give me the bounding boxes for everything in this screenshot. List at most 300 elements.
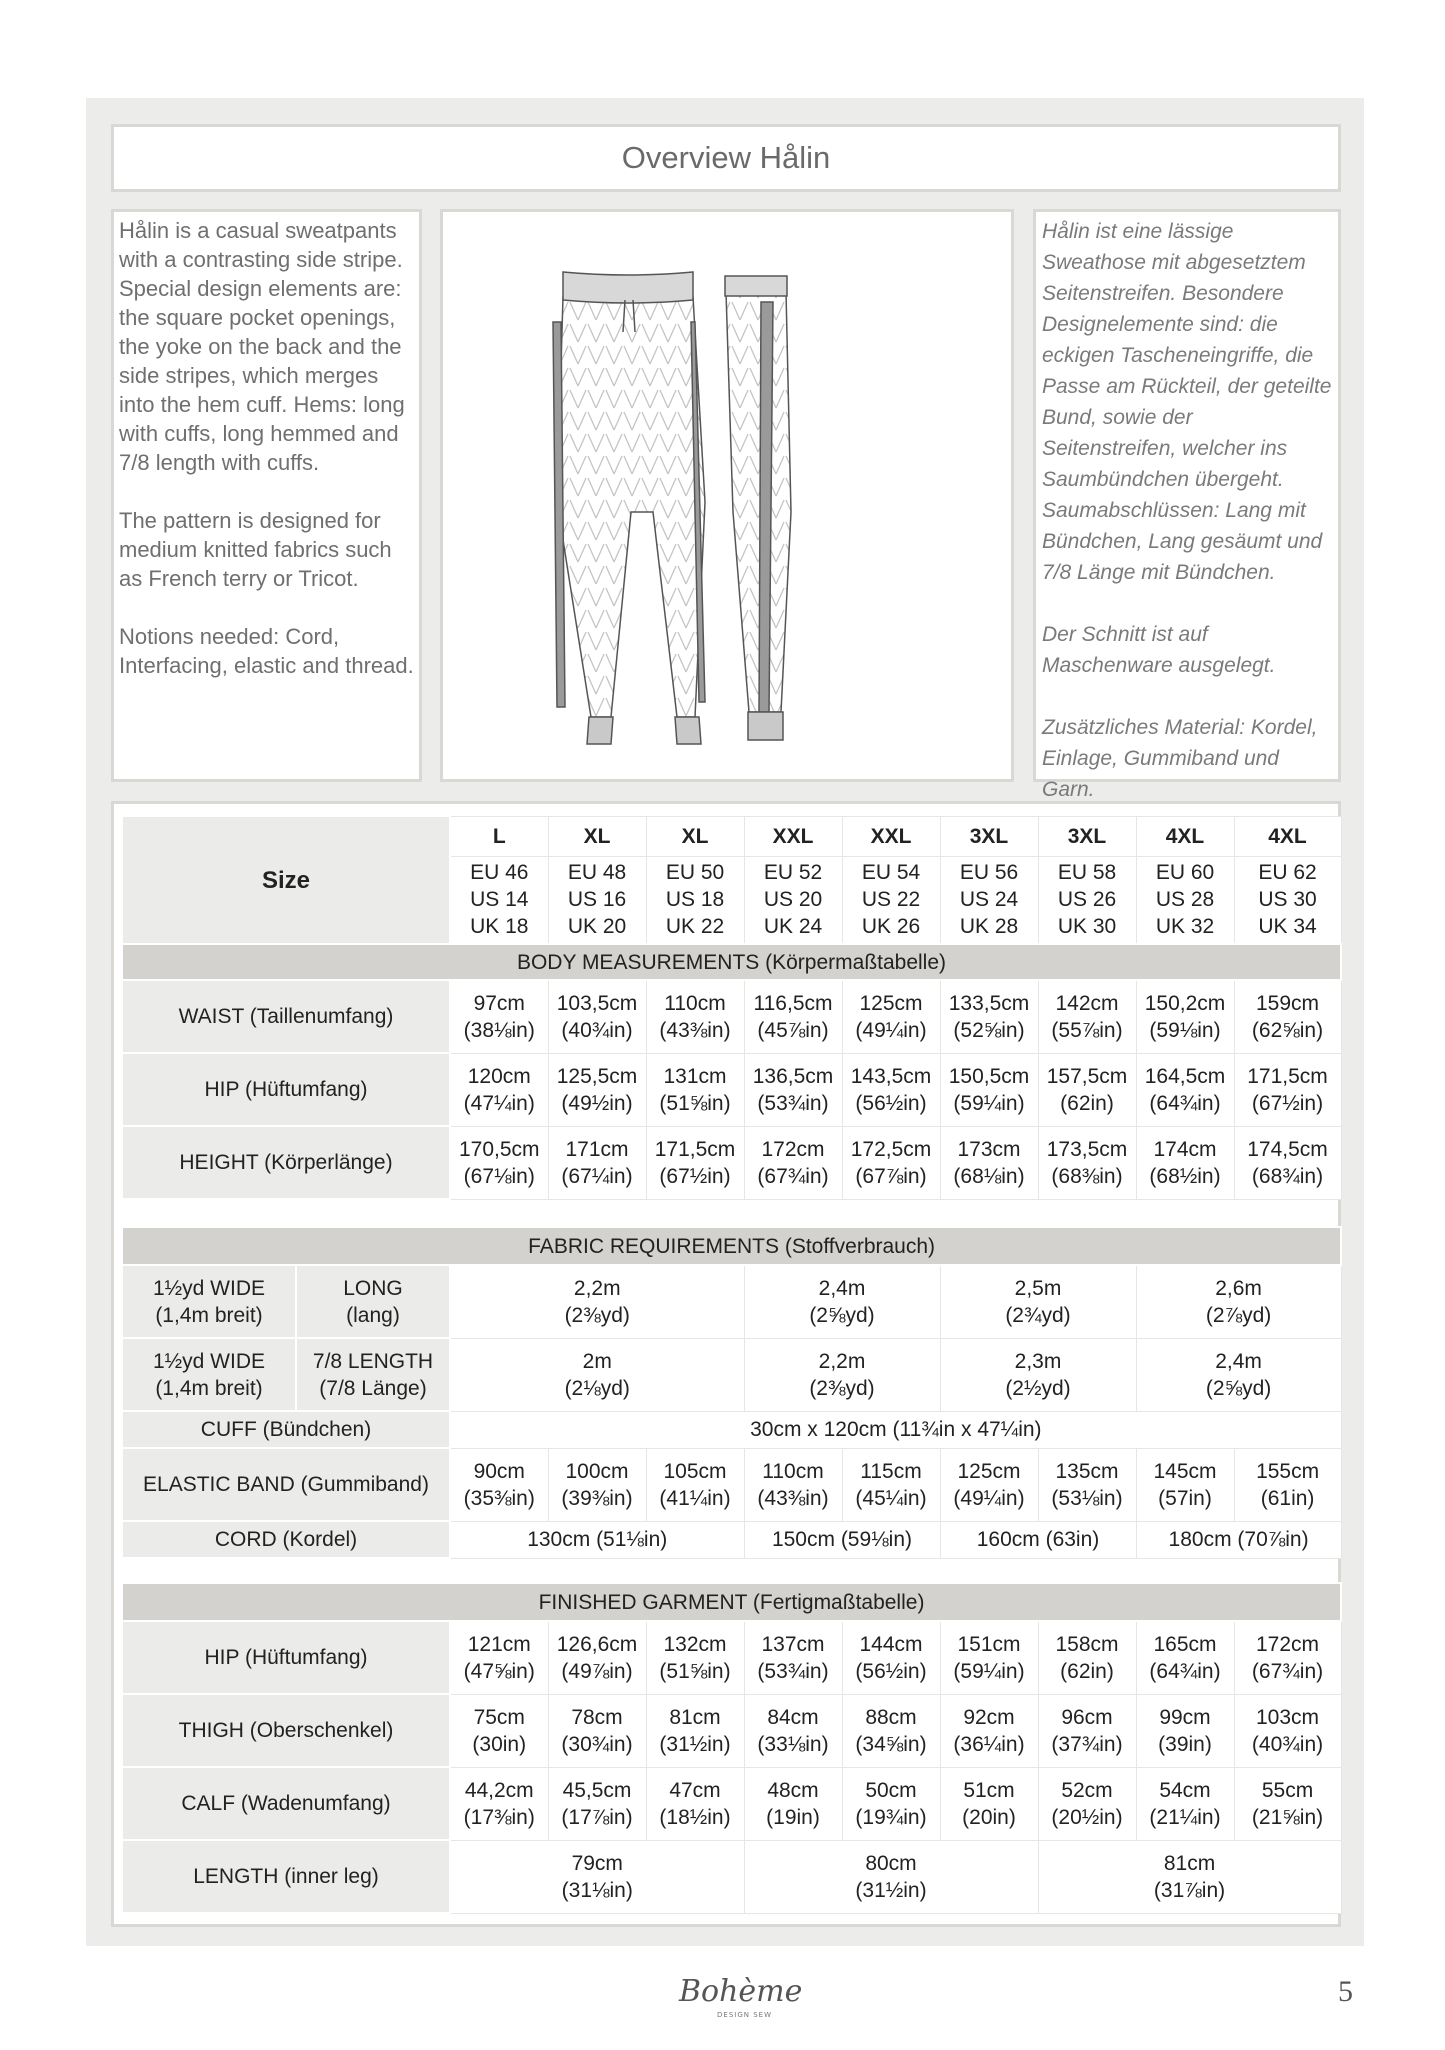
cell-imperial: (67¾in) <box>757 1164 829 1188</box>
cell-imperial: (67½in) <box>659 1164 731 1188</box>
cell-metric: 151cm <box>957 1632 1021 1656</box>
cell-imperial: (68⅛in) <box>953 1164 1025 1188</box>
cell-imperial: (68⅜in) <box>1051 1164 1123 1188</box>
size-letter: XXL <box>842 816 940 856</box>
size-uk: UK 18 <box>470 915 529 939</box>
cell-metric: 126,6cm <box>556 1632 638 1656</box>
fabric-width-de: (1,4m breit) <box>155 1376 263 1400</box>
table-cell <box>1136 1621 1234 1694</box>
cell-imperial: (57in) <box>1158 1486 1212 1510</box>
table-cell: 160cm (63in) <box>940 1521 1136 1558</box>
table-cell <box>1038 1840 1341 1913</box>
table-cell <box>842 1053 940 1126</box>
fabric-length-label <box>296 1338 450 1411</box>
cell-imperial: (67½in) <box>1251 1091 1324 1115</box>
cell-imperial: (67¼in) <box>561 1164 633 1188</box>
row-label: CALF (Wadenumfang) <box>122 1767 450 1840</box>
cell-metric: 150,2cm <box>1144 991 1226 1015</box>
size-codes <box>548 856 646 944</box>
cell-imperial: (62⅝in) <box>1251 1018 1324 1042</box>
cell-imperial: (49¼in) <box>953 1486 1025 1510</box>
table-cell <box>646 1621 744 1694</box>
table-cell <box>842 1767 940 1840</box>
description-en-paragraph: Notions needed: Cord, Interfacing, elastic and thread. <box>119 624 414 678</box>
cell-metric: 92cm <box>963 1705 1015 1729</box>
table-cell <box>646 1053 744 1126</box>
cell-imperial: (2⅜yd) <box>564 1303 630 1327</box>
table-cell <box>1234 1694 1341 1767</box>
cuff-label: CUFF (Bündchen) <box>122 1411 450 1448</box>
table-cell <box>744 1621 842 1694</box>
size-us: US 28 <box>1155 888 1215 912</box>
cell-metric: 2m <box>582 1349 612 1373</box>
table-cell: 150cm (59⅛in) <box>744 1521 940 1558</box>
fabric-length: LONG <box>343 1276 403 1300</box>
boheme-logo <box>675 1955 803 2027</box>
size-letter: XL <box>646 816 744 856</box>
description-en-paragraph: Hålin is a casual sweatpants with a contrasting side stripe. Special design elements are: the square pocket openings, the yoke on the back and the side stripes, which merges into the hem cuff. Hems: long with cuffs, long hemmed and 7/8 length with cuffs. <box>119 218 405 475</box>
cell-metric: 143,5cm <box>850 1064 932 1088</box>
cell-metric: 50cm <box>865 1778 917 1802</box>
cell-imperial: (62in) <box>1060 1659 1114 1683</box>
cell-metric: 145cm <box>1153 1459 1217 1483</box>
cell-imperial: (34⅝in) <box>855 1732 927 1756</box>
table-cell <box>646 1767 744 1840</box>
cell-imperial: (45¼in) <box>855 1486 927 1510</box>
cell-metric: 51cm <box>963 1778 1015 1802</box>
table-cell <box>646 1694 744 1767</box>
cell-metric: 81cm <box>1163 1851 1216 1875</box>
cell-imperial: (49⅞in) <box>561 1659 633 1683</box>
cell-metric: 173cm <box>957 1137 1021 1161</box>
cell-metric: 174cm <box>1153 1137 1217 1161</box>
sweatpants-illustration <box>443 212 1011 779</box>
table-cell <box>744 1448 842 1521</box>
cell-imperial: (67⅛in) <box>463 1164 535 1188</box>
table-cell <box>1136 1338 1341 1411</box>
size-eu: EU 46 <box>470 861 529 885</box>
size-us: US 18 <box>665 888 725 912</box>
table-cell <box>450 1448 548 1521</box>
cell-imperial: (56½in) <box>855 1091 927 1115</box>
size-uk: UK 24 <box>763 915 823 939</box>
side-view <box>725 276 791 740</box>
table-cell <box>450 1265 744 1338</box>
cell-metric: 2,5m <box>1014 1276 1062 1300</box>
table-cell <box>940 1767 1038 1840</box>
elastic-label: ELASTIC BAND (Gummiband) <box>122 1448 450 1521</box>
page-title: Overview Hålin <box>111 124 1341 192</box>
table-cell <box>940 1338 1136 1411</box>
cell-metric: 171,5cm <box>1247 1064 1328 1088</box>
size-eu: EU 52 <box>763 861 823 885</box>
cell-metric: 131cm <box>663 1064 727 1088</box>
cell-imperial: (17⅞in) <box>561 1805 633 1829</box>
cell-metric: 103,5cm <box>556 991 638 1015</box>
cell-imperial: (53¾in) <box>757 1091 829 1115</box>
size-us: US 24 <box>959 888 1019 912</box>
table-cell <box>744 1265 940 1338</box>
cell-metric: 171cm <box>565 1137 629 1161</box>
size-uk: UK 30 <box>1057 915 1117 939</box>
table-cell <box>940 1621 1038 1694</box>
cell-imperial: (2½yd) <box>1005 1376 1071 1400</box>
cell-metric: 47cm <box>669 1778 721 1802</box>
cell-metric: 120cm <box>467 1064 531 1088</box>
cell-imperial: (37¾in) <box>1051 1732 1123 1756</box>
cell-imperial: (62in) <box>1060 1091 1114 1115</box>
cell-metric: 105cm <box>663 1459 727 1483</box>
cell-metric: 174,5cm <box>1247 1137 1328 1161</box>
fabric-width-label <box>122 1265 296 1338</box>
table-cell <box>940 1448 1038 1521</box>
cell-metric: 121cm <box>467 1632 531 1656</box>
size-us: US 16 <box>567 888 627 912</box>
table-cell <box>548 1126 646 1199</box>
table-cell <box>450 980 548 1053</box>
cell-metric: 54cm <box>1159 1778 1211 1802</box>
cell-metric: 96cm <box>1061 1705 1113 1729</box>
cell-imperial: (31⅞in) <box>1153 1878 1226 1902</box>
size-codes <box>744 856 842 944</box>
cell-metric: 103cm <box>1256 1705 1320 1729</box>
cell-metric: 173,5cm <box>1046 1137 1128 1161</box>
cell-metric: 172cm <box>1256 1632 1320 1656</box>
front-view <box>553 272 705 744</box>
cell-metric: 75cm <box>473 1705 525 1729</box>
cell-imperial: (20½in) <box>1051 1805 1123 1829</box>
cell-imperial: (47¼in) <box>463 1091 535 1115</box>
table-cell <box>450 1767 548 1840</box>
cell-metric: 164,5cm <box>1144 1064 1226 1088</box>
size-uk: UK 32 <box>1155 915 1215 939</box>
size-uk: UK 28 <box>959 915 1019 939</box>
cell-metric: 165cm <box>1153 1632 1217 1656</box>
table-cell <box>940 980 1038 1053</box>
cell-metric: 2,6m <box>1215 1276 1262 1300</box>
cell-imperial: (2⅜yd) <box>809 1376 875 1400</box>
cell-metric: 48cm <box>767 1778 819 1802</box>
size-letter: 4XL <box>1136 816 1234 856</box>
table-cell <box>450 1338 744 1411</box>
row-label: THIGH (Oberschenkel) <box>122 1694 450 1767</box>
cell-metric: 170,5cm <box>458 1137 540 1161</box>
cell-metric: 2,2m <box>573 1276 621 1300</box>
cell-metric: 172,5cm <box>850 1137 932 1161</box>
cell-imperial: (19¾in) <box>855 1805 927 1829</box>
table-cell <box>646 1126 744 1199</box>
table-cell <box>450 1840 744 1913</box>
cell-metric: 97cm <box>473 991 525 1015</box>
cord-label: CORD (Kordel) <box>122 1521 450 1558</box>
fabric-requirements-header: FABRIC REQUIREMENTS (Stoffverbrauch) <box>122 1227 1341 1265</box>
table-cell <box>1038 1621 1136 1694</box>
cell-metric: 52cm <box>1061 1778 1113 1802</box>
table-cell <box>548 1448 646 1521</box>
cell-imperial: (40¾in) <box>561 1018 633 1042</box>
table-cell <box>1038 980 1136 1053</box>
fabric-requirements-table <box>121 1226 1342 1559</box>
table-cell <box>842 1126 940 1199</box>
cell-imperial: (68½in) <box>1149 1164 1221 1188</box>
cell-imperial: (31½in) <box>855 1878 927 1902</box>
cuff-value: 30cm x 120cm (11¾in x 47¼in) <box>450 1411 1341 1448</box>
cell-imperial: (19in) <box>766 1805 820 1829</box>
table-cell <box>842 1621 940 1694</box>
size-uk: UK 20 <box>567 915 627 939</box>
cell-imperial: (51⅝in) <box>659 1091 731 1115</box>
cell-imperial: (33⅛in) <box>757 1732 829 1756</box>
table-cell <box>1136 1448 1234 1521</box>
table-cell <box>1136 1265 1341 1338</box>
logo-subtext: DESIGN SEW <box>717 2011 772 2019</box>
table-cell <box>1136 980 1234 1053</box>
cell-imperial: (2⅛yd) <box>564 1376 630 1400</box>
cell-imperial: (2¾yd) <box>1005 1303 1071 1327</box>
table-cell <box>744 1694 842 1767</box>
fabric-length-de: (lang) <box>346 1303 400 1327</box>
table-cell <box>548 1694 646 1767</box>
description-de-paragraph: Zusätzliches Material: Kordel, Einlage, Gummiband und Garn. <box>1042 716 1318 801</box>
cell-imperial: (53¾in) <box>757 1659 829 1683</box>
table-cell <box>548 1767 646 1840</box>
table-cell <box>548 1053 646 1126</box>
table-cell <box>1038 1126 1136 1199</box>
cell-metric: 155cm <box>1256 1459 1320 1483</box>
cell-imperial: (51⅝in) <box>659 1659 731 1683</box>
fabric-length: 7/8 LENGTH <box>312 1349 434 1373</box>
cell-imperial: (21¼in) <box>1149 1805 1221 1829</box>
cell-metric: 99cm <box>1159 1705 1211 1729</box>
cell-metric: 171,5cm <box>654 1137 736 1161</box>
cell-metric: 2,4m <box>1215 1349 1262 1373</box>
cell-metric: 137cm <box>761 1632 825 1656</box>
size-eu: EU 56 <box>959 861 1019 885</box>
cell-metric: 81cm <box>669 1705 721 1729</box>
size-codes <box>646 856 744 944</box>
cell-imperial: (45⅞in) <box>757 1018 829 1042</box>
cell-metric: 172cm <box>761 1137 825 1161</box>
cell-imperial: (2⅞yd) <box>1205 1303 1272 1327</box>
table-cell <box>646 980 744 1053</box>
cell-metric: 100cm <box>565 1459 629 1483</box>
size-letter: 3XL <box>1038 816 1136 856</box>
description-de-paragraph: Hålin ist eine lässige Sweathose mit abgesetztem Seitenstreifen. Besondere Designelemente sind: die eckigen Tascheneingriffe, die Passe am Rückteil, der geteilte Bund, sowie der Seitenstreifen, welcher ins Saumbündchen übergeht. Saumabschlüssen: Lang mit Bündchen, Lang gesäumt und 7/8 Länge mit Bündchen. <box>1042 220 1332 584</box>
finished-garment-header: FINISHED GARMENT (Fertigmaßtabelle) <box>122 1583 1341 1621</box>
cell-metric: 150,5cm <box>948 1064 1030 1088</box>
table-cell <box>1038 1448 1136 1521</box>
cell-metric: 125cm <box>957 1459 1021 1483</box>
cell-imperial: (39⅜in) <box>561 1486 633 1510</box>
description-english <box>111 209 422 782</box>
cell-metric: 2,3m <box>1014 1349 1062 1373</box>
row-label: HEIGHT (Körperlänge) <box>122 1126 450 1199</box>
size-us: US 20 <box>763 888 823 912</box>
cell-imperial: (64¾in) <box>1149 1659 1221 1683</box>
table-cell <box>842 1448 940 1521</box>
cell-imperial: (40¾in) <box>1251 1732 1324 1756</box>
table-cell <box>548 1621 646 1694</box>
size-eu: EU 60 <box>1155 861 1215 885</box>
cell-imperial: (43⅜in) <box>659 1018 731 1042</box>
table-cell <box>744 1338 940 1411</box>
cell-imperial: (59⅛in) <box>1149 1018 1221 1042</box>
cell-imperial: (35⅜in) <box>463 1486 535 1510</box>
body-measurements-header: BODY MEASUREMENTS (Körpermaßtabelle) <box>122 944 1341 980</box>
size-letter: XXL <box>744 816 842 856</box>
cell-metric: 116,5cm <box>753 991 833 1015</box>
size-letter: 4XL <box>1234 816 1341 856</box>
table-cell <box>744 1840 1038 1913</box>
size-uk: UK 26 <box>861 915 921 939</box>
cell-imperial: (39in) <box>1158 1732 1212 1756</box>
table-cell <box>1234 1448 1341 1521</box>
size-codes <box>1038 856 1136 944</box>
size-codes <box>940 856 1038 944</box>
cell-metric: 115cm <box>860 1459 922 1483</box>
description-de-paragraph: Der Schnitt ist auf Maschenware ausgelegt. <box>1042 623 1276 677</box>
technical-drawing <box>440 209 1014 782</box>
table-cell <box>1234 1053 1341 1126</box>
table-cell <box>450 1053 548 1126</box>
cell-imperial: (49½in) <box>561 1091 633 1115</box>
cell-metric: 125cm <box>859 991 923 1015</box>
size-us: US 26 <box>1057 888 1117 912</box>
cell-imperial: (30¾in) <box>561 1732 633 1756</box>
size-us: US 30 <box>1258 888 1317 912</box>
cell-metric: 90cm <box>473 1459 525 1483</box>
table-cell <box>1234 980 1341 1053</box>
cell-imperial: (41¼in) <box>659 1486 731 1510</box>
size-codes <box>842 856 940 944</box>
cell-imperial: (53⅛in) <box>1051 1486 1123 1510</box>
table-cell <box>744 980 842 1053</box>
cell-imperial: (61in) <box>1260 1486 1315 1510</box>
table-cell <box>1136 1694 1234 1767</box>
cell-imperial: (47⅝in) <box>463 1659 535 1683</box>
table-cell <box>450 1621 548 1694</box>
page-number: 5 <box>1338 1975 1353 2008</box>
size-eu: EU 50 <box>665 861 725 885</box>
cell-metric: 55cm <box>1261 1778 1314 1802</box>
fabric-width: 1½yd WIDE <box>152 1349 266 1373</box>
size-eu: EU 48 <box>567 861 627 885</box>
table-cell <box>744 1053 842 1126</box>
size-codes <box>1136 856 1234 944</box>
cell-imperial: (31⅛in) <box>561 1878 633 1902</box>
cell-imperial: (67¾in) <box>1251 1659 1324 1683</box>
cell-metric: 136,5cm <box>752 1064 834 1088</box>
fabric-length-label <box>296 1265 450 1338</box>
cell-metric: 110cm <box>762 1459 824 1483</box>
cell-metric: 45,5cm <box>562 1778 632 1802</box>
fabric-length-de: (7/8 Länge) <box>319 1376 427 1400</box>
cell-metric: 157,5cm <box>1046 1064 1128 1088</box>
size-uk: UK 34 <box>1258 915 1317 939</box>
table-cell <box>1234 1621 1341 1694</box>
table-cell <box>842 1694 940 1767</box>
cell-imperial: (18½in) <box>659 1805 731 1829</box>
row-label: HIP (Hüftumfang) <box>122 1621 450 1694</box>
cell-imperial: (55⅞in) <box>1051 1018 1123 1042</box>
table-cell <box>1234 1767 1341 1840</box>
cell-imperial: (30in) <box>472 1732 527 1756</box>
cell-metric: 80cm <box>865 1851 917 1875</box>
cell-imperial: (43⅜in) <box>757 1486 829 1510</box>
size-chart-table <box>121 815 1342 1200</box>
size-label: Size <box>122 816 450 944</box>
table-cell: 180cm (70⅞in) <box>1136 1521 1341 1558</box>
table-cell <box>1234 1126 1341 1199</box>
cell-metric: 78cm <box>571 1705 623 1729</box>
table-cell <box>1038 1053 1136 1126</box>
finished-garment-table <box>121 1582 1342 1914</box>
cell-imperial: (20in) <box>962 1805 1016 1829</box>
description-en-paragraph: The pattern is designed for medium knitted fabrics such as French terry or Tricot. <box>119 508 392 591</box>
cell-metric: 110cm <box>664 991 726 1015</box>
table-cell <box>940 1053 1038 1126</box>
table-cell <box>450 1694 548 1767</box>
table-cell <box>940 1694 1038 1767</box>
cell-metric: 135cm <box>1055 1459 1119 1483</box>
cell-metric: 132cm <box>663 1632 727 1656</box>
table-cell <box>1136 1767 1234 1840</box>
cell-imperial: (38⅛in) <box>463 1018 535 1042</box>
cell-metric: 142cm <box>1055 991 1119 1015</box>
row-label: WAIST (Taillenumfang) <box>122 980 450 1053</box>
table-cell <box>646 1448 744 1521</box>
table-cell: 130cm (51⅛in) <box>450 1521 744 1558</box>
cell-imperial: (49¼in) <box>855 1018 927 1042</box>
cell-imperial: (56½in) <box>855 1659 927 1683</box>
size-eu: EU 58 <box>1057 861 1117 885</box>
cell-metric: 88cm <box>865 1705 917 1729</box>
cell-imperial: (59¼in) <box>953 1659 1025 1683</box>
cell-metric: 144cm <box>859 1632 923 1656</box>
cell-metric: 79cm <box>571 1851 623 1875</box>
cell-imperial: (2⅝yd) <box>1205 1376 1272 1400</box>
table-cell <box>744 1767 842 1840</box>
cell-metric: 2,4m <box>818 1276 866 1300</box>
cell-imperial: (2⅝yd) <box>809 1303 875 1327</box>
cell-imperial: (21⅝in) <box>1251 1805 1324 1829</box>
fabric-width-de: (1,4m breit) <box>155 1303 263 1327</box>
table-cell <box>940 1265 1136 1338</box>
table-cell <box>1038 1767 1136 1840</box>
cell-imperial: (31½in) <box>659 1732 731 1756</box>
cell-metric: 159cm <box>1255 991 1320 1015</box>
cell-metric: 2,2m <box>818 1349 866 1373</box>
cell-metric: 133,5cm <box>948 991 1030 1015</box>
table-cell <box>1136 1053 1234 1126</box>
cell-metric: 158cm <box>1055 1632 1119 1656</box>
fabric-width-label <box>122 1338 296 1411</box>
size-codes <box>1234 856 1341 944</box>
cell-imperial: (17⅜in) <box>463 1805 535 1829</box>
cell-metric: 84cm <box>767 1705 819 1729</box>
fabric-width: 1½yd WIDE <box>152 1276 266 1300</box>
table-cell <box>1038 1694 1136 1767</box>
cell-metric: 44,2cm <box>464 1778 534 1802</box>
cell-imperial: (64¾in) <box>1149 1091 1221 1115</box>
cell-metric: 125,5cm <box>556 1064 638 1088</box>
size-uk: UK 22 <box>665 915 725 939</box>
cell-imperial: (67⅞in) <box>855 1164 927 1188</box>
size-eu: EU 62 <box>1258 861 1317 885</box>
table-cell <box>842 980 940 1053</box>
size-letter: L <box>450 816 548 856</box>
table-cell <box>744 1126 842 1199</box>
